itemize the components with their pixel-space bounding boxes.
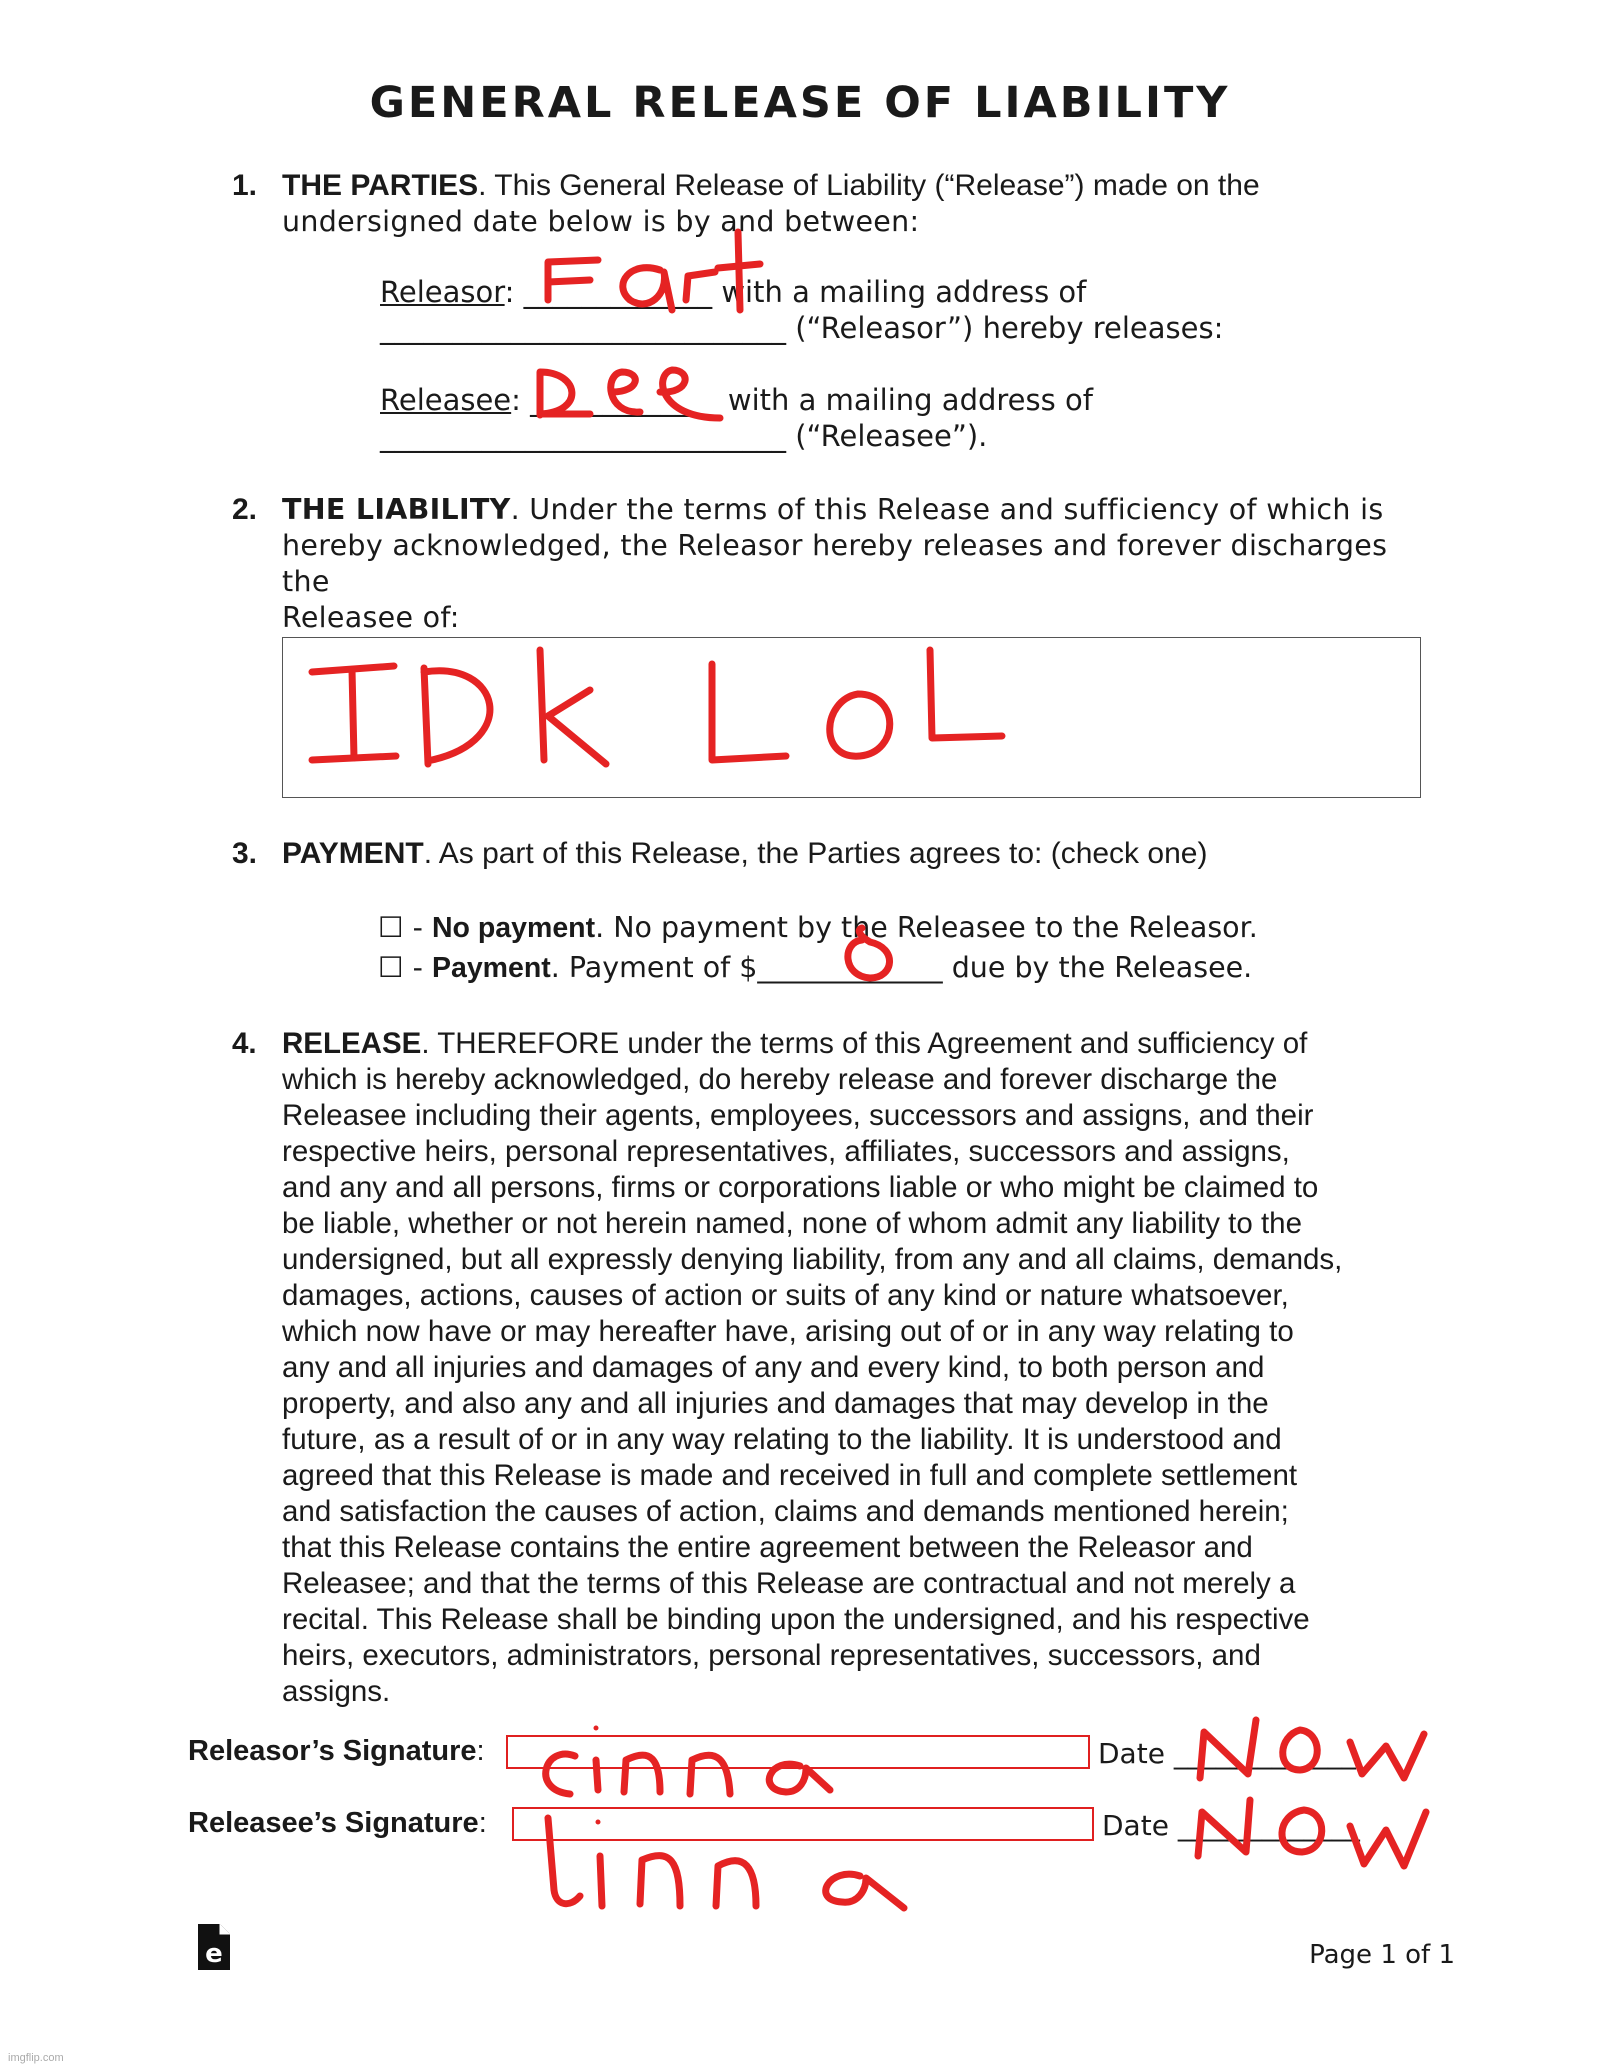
page-number: Page 1 of 1 [1309,1940,1455,1970]
checkbox-icon[interactable]: ☐ [378,951,404,984]
releasee-line1-rest: : _____________ with a mailing address of [511,383,1093,417]
release-line: which is hereby acknowledged, do hereby release and forever discharge the [282,1063,1278,1096]
date-blank[interactable]: _____________ [1177,1809,1360,1842]
section-heading: THE PARTIES [282,169,479,202]
releasee-line2: ____________________________ (“Releasee”). [380,419,988,453]
release-line: any and all injuries and damages of any and every kind, to both person and [282,1351,1265,1384]
option-dash: - [403,951,432,984]
date-label: Date [1102,1809,1169,1842]
date-blank[interactable]: _____________ [1173,1737,1356,1770]
signature-colon: : [478,1807,487,1839]
releasor-signature-label [188,1735,485,1768]
section-text-3: Releasee of: [282,601,460,634]
payment-option-none[interactable] [378,910,1258,946]
section-number: 1. [232,169,258,202]
release-line: future, as a result of or in any way relating to the liability. It is understood and [282,1423,1282,1456]
section-heading: PAYMENT [282,837,424,870]
section-text: . This General Release of Liability (“Release”) made on the [478,169,1260,202]
release-line: Releasee including their agents, employees, successors and assigns, and their [282,1099,1314,1132]
release-line: recital. This Release shall be binding upon the undersigned, and his respective [282,1603,1310,1636]
signature-colon: : [476,1735,485,1767]
release-line: be liable, whether or not herein named, none of whom admit any liability to the [282,1207,1302,1240]
releasor-line2: ____________________________ (“Releasor”) hereby releases: [380,311,1224,345]
release-line: assigns. [282,1675,391,1708]
checkbox-icon[interactable]: ☐ [378,911,404,944]
release-line: . THEREFORE under the terms of this Agreement and sufficiency of [421,1027,1308,1060]
releasee-line [380,382,1093,454]
releasor-date[interactable] [1098,1737,1356,1770]
section-number: 2. [232,493,258,526]
section-text-2: undersigned date below is by and between: [282,205,920,238]
section-number: 4. [232,1027,257,1060]
signature-label-text: Releasee’s Signature [188,1807,479,1839]
release-line: heirs, executors, administrators, personal representatives, successors, and [282,1639,1261,1672]
section-heading: THE LIABILITY [282,493,511,526]
option-label: No payment [431,912,596,944]
section-text-2: hereby acknowledged, the Releasor hereby releases and forever discharges the [282,529,1388,598]
release-line: that this Release contains the entire agreement between the Releasor and [282,1531,1253,1564]
release-line: undersigned, but all expressly denying liability, from any and all claims, demands, [282,1243,1343,1276]
section-text: . Under the terms of this Release and sufficiency of which is [510,493,1384,526]
date-label: Date [1098,1737,1165,1770]
release-line: agreed that this Release is made and received in full and complete settlement [282,1459,1298,1492]
release-line: and any and all persons, firms or corporations liable or who might be claimed to [282,1171,1319,1204]
release-line: respective heirs, personal representatives, affiliates, successors and assigns, [282,1135,1290,1168]
release-line: and satisfaction the causes of action, claims and demands mentioned herein; [282,1495,1289,1528]
release-line: property, and also any and all injuries and damages that may develop in the [282,1387,1269,1420]
watermark: imgflip.com [8,2052,64,2064]
releasee-signature-field[interactable] [512,1807,1094,1841]
releasee-label: Releasee [380,383,512,417]
releasor-line1-rest: : _____________ with a mailing address of [504,275,1087,309]
document-title: GENERAL RELEASE OF LIABILITY [369,78,1231,128]
releasor-line [380,274,1223,346]
option-text: . Payment of $_____________ due by the Releasee. [550,951,1253,984]
section-payment [232,836,1432,872]
section-release [232,1026,1432,1710]
releasee-signature-label [188,1807,487,1840]
liability-description-box[interactable] [282,637,1421,798]
section-heading: RELEASE [282,1027,422,1060]
section-number: 3. [232,837,258,870]
signature-label-text: Releasor’s Signature [188,1735,477,1767]
releasor-signature-field[interactable] [506,1735,1090,1769]
option-text: . No payment by the Releasee to the Releasor. [595,911,1258,944]
option-label: Payment [431,952,551,984]
releasee-date[interactable] [1102,1809,1360,1842]
release-line: damages, actions, causes of action or suits of any kind or nature whatsoever, [282,1279,1289,1312]
eforms-logo-icon [196,1922,232,1972]
payment-option-payment[interactable] [378,950,1252,986]
releasor-label: Releasor [380,275,505,309]
option-dash: - [403,911,432,944]
section-text: . As part of this Release, the Parties agrees to: (check one) [423,837,1208,870]
section-parties [232,168,1432,240]
release-line: which now have or may hereafter have, arising out of or in any way relating to [282,1315,1294,1348]
svg-text:e: e [205,1939,223,1969]
section-liability [232,492,1432,636]
release-line: Releasee; and that the terms of this Release are contractual and not merely a [282,1567,1296,1600]
